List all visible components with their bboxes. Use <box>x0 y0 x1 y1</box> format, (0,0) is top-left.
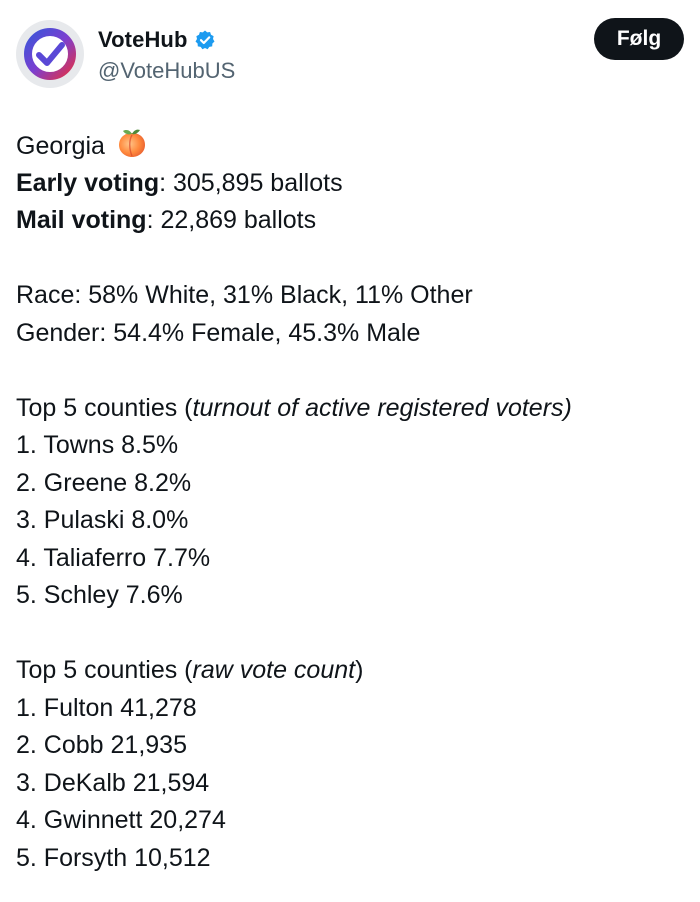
list-item: 5. Forsyth 10,512 <box>16 843 211 872</box>
display-name[interactable]: VoteHub <box>98 27 188 52</box>
mail-voting-line <box>16 202 684 240</box>
tweet-text <box>16 127 684 877</box>
peach-emoji-icon <box>116 127 148 159</box>
early-voting-label: Early voting <box>16 168 160 197</box>
state-name: Georgia <box>16 132 105 160</box>
list-item: 1. Towns 8.5% <box>16 431 179 459</box>
spacer <box>16 240 684 278</box>
verified-badge-icon <box>194 29 216 51</box>
raw-heading-suffix: ) <box>355 656 364 684</box>
race-line: Race: 58% White, 31% Black, 11% Other <box>16 281 473 309</box>
state-line <box>16 127 684 165</box>
list-item: 4. Taliaferro 7.7% <box>16 543 211 572</box>
raw-heading-prefix: Top 5 counties ( <box>16 656 193 684</box>
turnout-heading-italic: turnout of active registered voters) <box>192 393 572 422</box>
turnout-heading-prefix: Top 5 counties ( <box>16 393 193 422</box>
spacer <box>16 352 684 390</box>
handle[interactable]: @VoteHubUS <box>98 58 236 83</box>
list-item: 2. Cobb 21,935 <box>16 731 187 759</box>
list-item: 2. Greene 8.2% <box>16 468 192 497</box>
checkmark-logo-icon <box>22 26 78 82</box>
early-voting-line <box>16 165 684 203</box>
early-voting-value: : 305,895 ballots <box>159 168 343 197</box>
list-item: 5. Schley 7.6% <box>16 581 183 609</box>
mail-voting-label: Mail voting <box>16 206 147 234</box>
list-item: 1. Fulton 41,278 <box>16 693 197 722</box>
gender-line: Gender: 54.4% Female, 45.3% Male <box>16 318 421 347</box>
follow-button[interactable]: Følg <box>594 18 684 60</box>
account-info <box>98 26 235 84</box>
list-item: 3. Pulaski 8.0% <box>16 506 189 534</box>
avatar[interactable] <box>16 20 84 88</box>
tweet-header <box>16 18 684 88</box>
list-item: 3. DeKalb 21,594 <box>16 768 210 797</box>
turnout-heading <box>16 390 684 428</box>
spacer <box>16 615 684 653</box>
list-item: 4. Gwinnett 20,274 <box>16 806 226 834</box>
raw-heading <box>16 652 684 690</box>
mail-voting-value: : 22,869 ballots <box>146 206 317 234</box>
raw-heading-italic: raw vote count <box>192 656 356 684</box>
